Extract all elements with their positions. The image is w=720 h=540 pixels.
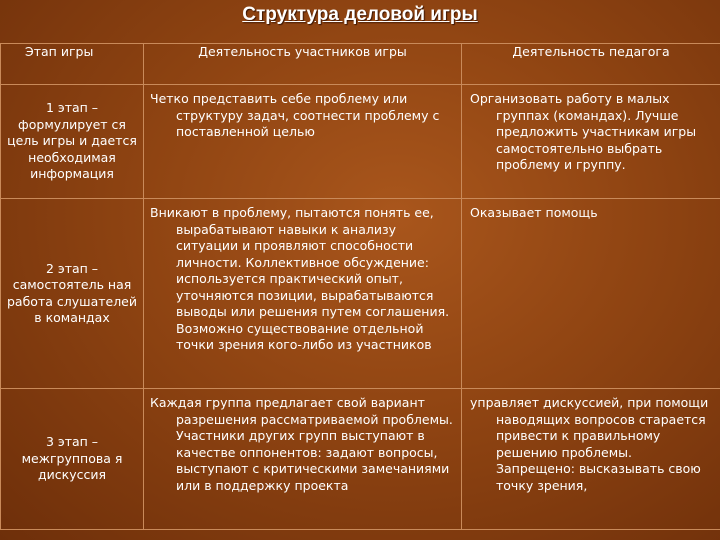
header-stage: Этап игры (1, 44, 144, 85)
game-structure-table (0, 43, 720, 530)
teacher-cell (462, 389, 720, 530)
participants-text: Каждая группа предлагает свой вариант разрешения рассматриваемой проблемы. Участники других групп выступают в качестве оппонентов: задают вопросы, выступают с критическими замечаниями или в поддержку проекта (150, 395, 453, 493)
header-participants: Деятельность участников игры (144, 44, 462, 85)
slide-title: Структура деловой игры (242, 4, 478, 25)
teacher-text: Оказывает помощь (470, 205, 598, 220)
table-row (1, 199, 720, 389)
table-row (1, 389, 720, 530)
participants-cell (144, 389, 462, 530)
stage-cell (1, 389, 144, 530)
participants-cell (144, 199, 462, 389)
stage-text: 3 этап – межгруппова я дискуссия (21, 434, 123, 483)
teacher-text: управляет дискуссией, при помощи наводящих вопросов старается привести к правильному решению проблемы. Запрещено: высказывать свою точку зрения, (470, 395, 709, 493)
stage-text: 1 этап – формулирует ся цель игры и дается необходимая информация (7, 100, 137, 182)
table-row (1, 85, 720, 199)
teacher-cell (462, 199, 720, 389)
participants-text: Четко представить себе проблему или структуру задач, соотнести проблему с поставленной целью (150, 91, 440, 139)
participants-text: Вникают в проблему, пытаются понять ее, вырабатывают навыки к анализу ситуации и проявляют способности личности. Коллективное обсуждение: используется практический опыт, уточняются позиции, вырабатываются выводы или решения путем соглашения. Возможно существование отдельной точки зрения кого-либо из участников (150, 205, 450, 352)
stage-text: 2 этап – самостоятель ная работа слушателей в командах (7, 260, 137, 325)
table-header-row (1, 44, 720, 85)
stage-cell (1, 85, 144, 199)
stage-cell (1, 199, 144, 389)
teacher-cell (462, 85, 720, 199)
header-teacher: Деятельность педагога (462, 44, 720, 85)
participants-cell (144, 85, 462, 199)
teacher-text: Организовать работу в малых группах (командах). Лучше предложить участникам игры самостоятельно выбрать проблему и группу. (470, 91, 697, 172)
